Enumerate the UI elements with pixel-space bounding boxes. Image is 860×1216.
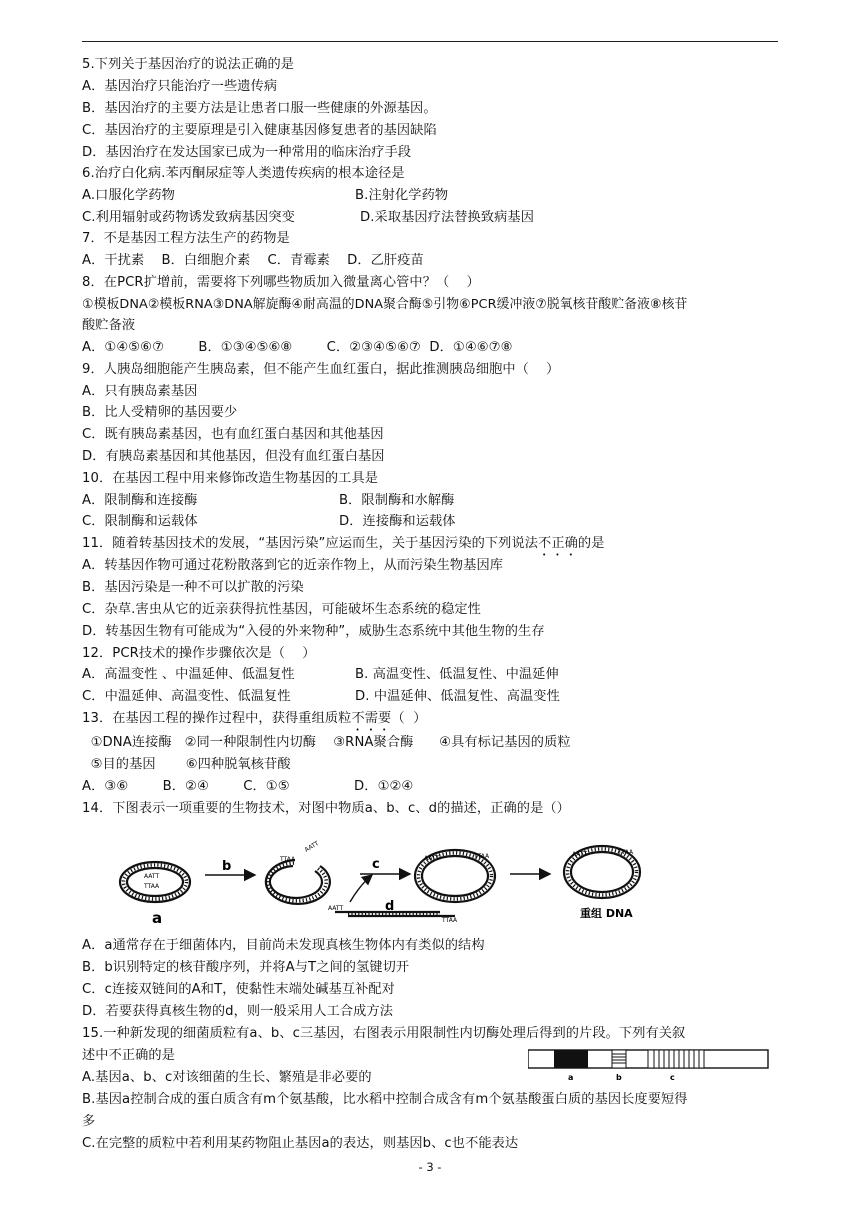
q11-stem-text: 11．随着转基因技术的发展，“基因污染”应运而生，关于基因污染的下列说法 [82,536,539,551]
plasmid-a [120,862,190,902]
q15-option-b-line2: 多 [82,1114,96,1129]
q11-stem [82,536,605,559]
strip-label-c: c [670,1073,675,1082]
q5-option-c: C．基因治疗的主要原理是引入健康基因修复患者的基因缺陷 [82,123,437,138]
gene-a-block [554,1050,588,1068]
intermediate-plasmid [415,850,495,902]
q14-option-a: A．a通常存在于细菌体内，目前尚未发现真核生物体内有类似的结构 [82,938,485,953]
q9-option-b: B．比人受精卵的基因要少 [82,405,238,420]
q15-option-b-line1: B.基因a控制合成的蛋白质含有m个氨基酸，比水稻中控制合成含有m个氨基酸蛋白质的基因长度要短得 [82,1092,688,1107]
fragment-ttaa-label: TTAA [442,917,458,924]
q8-items-line1: ①模板DNA②模板RNA③DNA解旋酶④耐高温的DNA聚合酶⑤引物⑥PCR缓冲液⑦脱氧核苷酸贮备液⑧核苷 [82,297,688,312]
q14-stem: 14．下图表示一项重要的生物技术，对图中物质a、b、c、d的描述，正确的是（） [82,801,570,816]
recombinant-dna-label: 重组 DNA [580,907,633,920]
q13-options: A．③⑥ B．②④ C．①⑤ D．①②④ [82,779,414,794]
cut-ttaa-label: TTAA [280,856,296,863]
q10-stem: 10．在基因工程中用来修饰改造生物基因的工具是 [82,471,379,486]
q10-option-d: D．连接酶和运载体 [339,514,456,529]
q11-option-b: B．基因污染是一种不可以扩散的污染 [82,580,304,595]
rec-ttaa-label: TTAA [618,849,634,856]
q6-stem: 6.治疗白化病.苯丙酮尿症等人类遗传疾病的根本途径是 [82,166,405,181]
q11-option-c: C．杂草.害虫从它的近亲获得抗性基因，可能破坏生态系统的稳定性 [82,602,481,617]
rec-aatt-label: AATT [572,851,588,858]
label-a: a [152,909,163,927]
q10-option-c: C．限制酶和运载体 [82,514,198,529]
gene-b-block [612,1050,626,1068]
q12-option-a: A．高温变性 、中温延伸、低温复性 [82,667,295,682]
gene-c-block [648,1050,704,1068]
arrow-d-join [350,875,372,902]
fragment-aatt-label: AATT [328,905,344,912]
q12-option-b: B. 高温变性、低温复性、中温延伸 [355,667,559,682]
q13-stem-end: （ ） [391,711,427,726]
q13-stem [82,711,427,734]
cut-plasmid [266,840,330,904]
q10-option-a: A．限制酶和连接酶 [82,493,198,508]
q13-items-line2: ⑤目的基因 ⑥四种脱氧核苷酸 [82,757,291,772]
q9-option-c: C．既有胰岛素基因，也有血红蛋白基因和其他基因 [82,427,384,442]
q15-stem-line2: 述中不正确的是 [82,1048,176,1063]
cut-aatt-label: AATT [303,840,321,854]
q5-option-d: D．基因治疗在发达国家已成为一种常用的临床治疗手段 [82,145,412,160]
q14-option-d: D．若要获得真核生物的d，则一般采用人工合成方法 [82,1004,394,1019]
q10-option-b: B．限制酶和水解酶 [339,493,455,508]
q5-option-a: A．基因治疗只能治疗一些遗传病 [82,79,278,94]
strip-label-b: b [616,1073,622,1082]
q11-option-d: D．转基因生物有可能成为“入侵的外来物种”，威胁生态系统中其他生物的生存 [82,624,545,639]
mid-aatt-label: AATT [424,855,440,862]
q7-stem: 7．不是基因工程方法生产的药物是 [82,231,290,246]
q6-option-b: B.注射化学药物 [355,188,449,203]
q8-items-line2: 酸贮备液 [82,318,136,333]
label-c: c [372,857,380,872]
q13-stem-text: 13．在基因工程的操作过程中，获得重组质粒 [82,711,352,726]
recombinant-plasmid [564,846,640,898]
q12-option-d: D. 中温延伸、低温复性、高温变性 [355,689,560,704]
q8-stem: 8．在PCR扩增前，需要将下列哪些物质加入微量离心管中？（ ） [82,275,480,290]
mid-ttaa-label: TTAA [474,853,490,860]
header-rule [82,41,778,42]
label-b: b [222,859,232,874]
aatt-label: AATT [144,873,160,880]
q11-stem-end: 的是 [577,536,605,551]
q14-option-c: C．c连接双链间的A和T，使黏性末端处碱基互补配对 [82,982,395,997]
q6-option-d: D.采取基因疗法替换致病基因 [360,210,534,225]
q15-option-a: A.基因a、b、c对该细菌的生长、繁殖是非必要的 [82,1070,372,1085]
q11-option-a: A．转基因作物可通过花粉散落到它的近亲作物上，从而污染生物基因库 [82,558,504,573]
q15-option-c: C.在完整的质粒中若利用某药物阻止基因a的表达，则基因b、c也不能表达 [82,1136,519,1151]
q7-options: A．干扰素 B．白细胞介素 C．青霉素 D．乙肝疫苗 [82,253,424,268]
label-d: d [385,899,395,914]
q12-stem: 12．PCR技术的操作步骤依次是（ ） [82,646,316,661]
recombinant-dna-diagram [110,830,710,930]
q8-options: A．①④⑤⑥⑦ B．①③④⑤⑥⑧ C．②③④⑤⑥⑦ D．①④⑥⑦⑧ [82,340,513,355]
q11-stem-emphasis: 不正确 [538,536,578,551]
q15-stem-line1: 15.一种新发现的细菌质粒有a、b、c三基因，右图表示用限制性内切酶处理后得到的片段。下列有关叙 [82,1026,686,1041]
q14-option-b: B．b识别特定的核苷酸序列，并将A与T之间的氢键切开 [82,960,410,975]
q6-option-a: A.口服化学药物 [82,188,175,203]
q9-option-d: D．有胰岛素基因和其他基因，但没有血红蛋白基因 [82,449,385,464]
q5-option-b: B．基因治疗的主要方法是让患者口服一些健康的外源基因。 [82,101,437,116]
q13-items-line1: ①DNA连接酶 ②同一种限制性内切酶 ③RNA聚合酶 ④具有标记基因的质粒 [82,735,571,750]
q13-stem-emphasis: 不需要 [351,711,392,726]
q6-option-c: C.利用辐射或药物诱发致病基因突变 [82,210,295,225]
q5-stem: 5.下列关于基因治疗的说法正确的是 [82,57,295,72]
q9-option-a: A．只有胰岛素基因 [82,384,198,399]
ttaa-label: TTAA [144,883,160,890]
plasmid-fragment-strip [528,1046,778,1086]
q12-option-c: C．中温延伸、高温变性、低温复性 [82,689,291,704]
page-number: - 3 - [418,1160,442,1174]
q9-stem: 9．人胰岛细胞能产生胰岛素，但不能产生血红蛋白，据此推测胰岛细胞中（ ） [82,362,560,377]
strip-label-a: a [568,1073,574,1082]
